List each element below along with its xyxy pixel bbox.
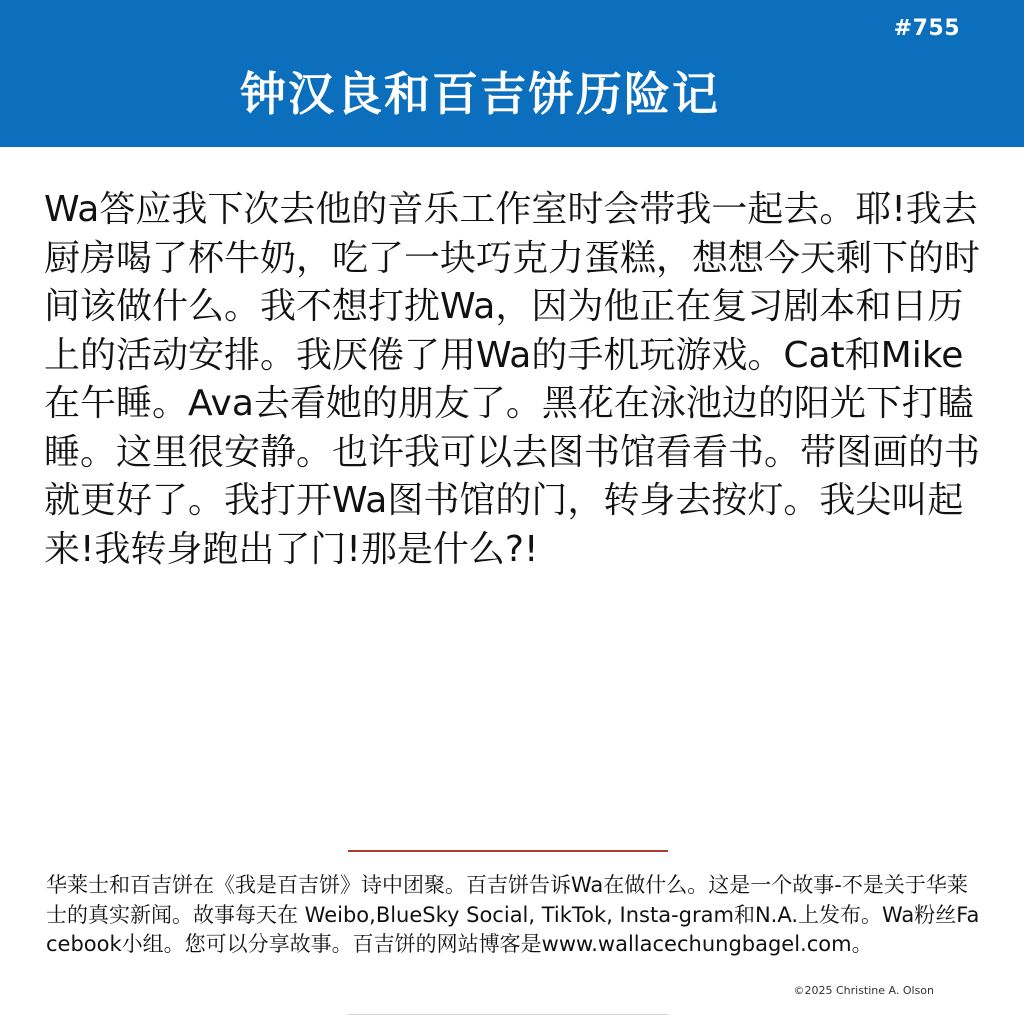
- story-text: Wa答应我下次去他的音乐工作室时会带我一起去。耶!我去厨房喝了杯牛奶，吃了一块巧克力蛋糕，想想今天剩下的时间该做什么。我不想打扰Wa，因为他正在复习剧本和日历上的活动安排。我厌倦了用Wa的手机玩游戏。Cat和Mike在午睡。Ava去看她的朋友了。黑花在泳池边的阳光下打瞌睡。这里很安静。也许我可以去图书馆看看书。带图画的书就更好了。我打开Wa图书馆的门，转身去按灯。我尖叫起来!我转身跑出了门!那是什么?!: [44, 189, 981, 570]
- copyright-notice: ©2025 Christine A. Olson: [793, 984, 934, 997]
- divider-line: [348, 850, 668, 852]
- footer-note: 华莱士和百吉饼在《我是百吉饼》诗中团聚。百吉饼告诉Wa在做什么。这是一个故事-不是关于华莱士的真实新闻。故事每天在 Weibo,BlueSky Social, TikTok, Insta-gram和N.A.上发布。Wa粉丝Facebook小组。您可以分享故事。百吉饼的网站博客是www.wallacechungbagel.com。: [46, 873, 980, 956]
- page-title: 钟汉良和百吉饼历险记: [240, 67, 720, 121]
- header-banner: [0, 0, 1024, 147]
- bottom-divider: [348, 1014, 668, 1015]
- episode-number: #755: [893, 16, 960, 41]
